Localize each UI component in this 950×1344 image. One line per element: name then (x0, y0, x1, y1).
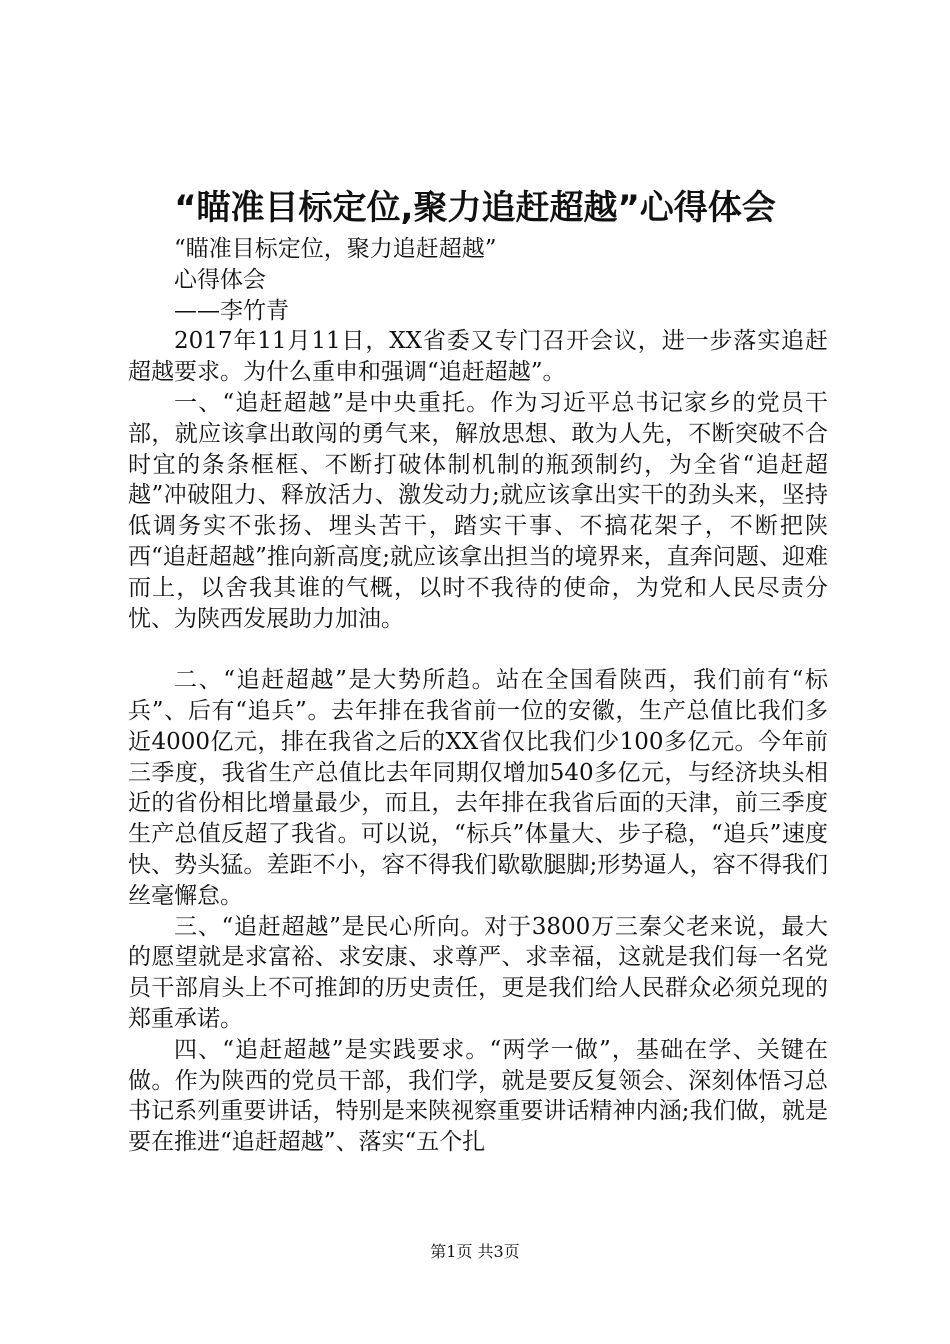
paragraph-spacer (128, 634, 828, 665)
subtitle-line-1: “瞄准目标定位，聚力追赶超越” (174, 236, 497, 262)
paragraph-section-4: 四、“追赶超越”是实践要求。“两学一做”，基础在学、关键在做。作为陕西的党员干部，我们学，就是要反复领会、深刻体悟习总书记系列重要讲话，特别是来陕视察重要讲话精神内涵;我们做，就是要在推进“追赶超越”、落实“五个扎 (128, 1036, 828, 1156)
document-body (128, 234, 828, 1158)
subtitle-line-2: 心得体会 (174, 266, 266, 293)
paragraph-section-3: 三、“追赶超越”是民心所向。对于3800万三秦父老来说，最大的愿望就是求富裕、求安康、求尊严、求幸福，这就是我们每一名党员干部肩头上不可推卸的历史责任，更是我们给人民群众必须兑现的郑重承诺。 (128, 913, 828, 1032)
document-title: “瞄准目标定位,聚力追赶超越”心得体会 (174, 188, 776, 228)
paragraph-intro: 2017年11月11日，XX省委又专门召开会议，进一步落实追赶超越要求。为什么重申和强调“追赶超越”。 (128, 328, 828, 386)
page-footer: 第1页 共3页 (430, 1242, 520, 1261)
author-line: ——李竹青 (174, 297, 289, 324)
paragraph-section-1: 一、“追赶超越”是中央重托。作为习近平总书记家乡的党员干部，就应该拿出敢闯的勇气来，解放思想、敢为人先，不断突破不合时宜的条条框框、不断打破体制机制的瓶颈制约，为全省“追赶超越”冲破阻力、释放活力、激发动力;就应该拿出实干的劲头来，坚持低调务实不张扬、埋头苦干，踏实干事、不搞花架子，不断把陕西“追赶超越”推向新高度;就应该拿出担当的境界来，直奔问题、迎难而上，以舍我其谁的气概，以时不我待的使命，为党和人民尽责分忧、为陕西发展助力加油。 (128, 389, 828, 632)
paragraph-section-2: 二、“追赶超越”是大势所趋。站在全国看陕西，我们前有“标兵”、后有“追兵”。去年排在我省前一位的安徽，生产总值比我们多近4000亿元，排在我省之后的XX省仅比我们少100多亿元。今年前三季度，我省生产总值比去年同期仅增加540多亿元，与经济块头相近的省份相比增量最少，而且，去年排在我省后面的天津，前三季度生产总值反超了我省。可以说，“标兵”体量大、步子稳，“追兵”速度快、势头猛。差距不小，容不得我们歇歇腿脚;形势逼人，容不得我们丝毫懈怠。 (128, 667, 828, 909)
